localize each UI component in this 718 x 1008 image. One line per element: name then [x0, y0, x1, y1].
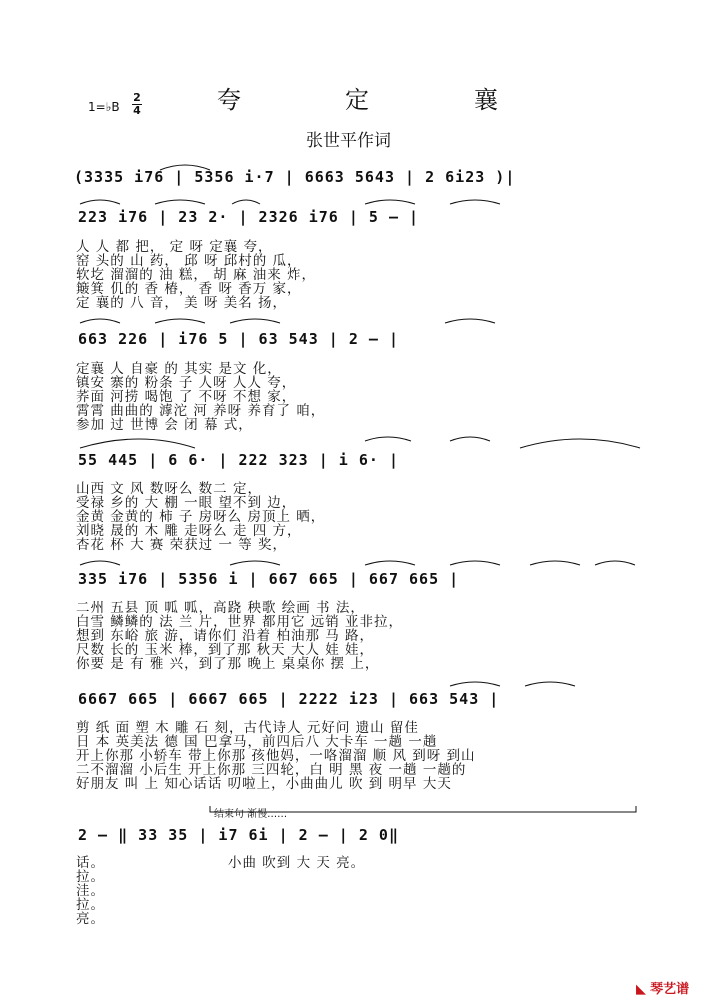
site-logo [636, 978, 689, 997]
logo-mark-icon: ◣ [636, 982, 646, 997]
lyric-line: 荞面 河捞 喝饱 了 不呀 不想 家， [76, 389, 297, 405]
notation-line-final: 2 — ‖ 33 35 | i7 6i | 2 — | 2 0‖ [78, 826, 399, 844]
lyric-line: 想到 东峪 旅 游，请你们 沿着 柏油那 马 路， [76, 628, 375, 644]
slur-12 [365, 437, 411, 441]
author-credit: 张世平作词 [306, 131, 391, 151]
lyric-line: 杏花 杯 大 赛 荣获过 一 等 奖， [76, 537, 288, 553]
notation-line-5: 6667 665 | 6667 665 | 2222 i23 | 663 543 | [78, 690, 500, 708]
slur-2 [80, 200, 120, 204]
lyric-line: 好朋友 叫 上 知心话话 叨啦上，小曲曲儿 吹 到 明早 大天 [76, 776, 452, 792]
lyric-line: 软圪 溜溜的 油 糕， 胡 麻 油来 炸， [76, 267, 317, 283]
lyric-line: 拉。 [76, 869, 105, 885]
lyric-line: 剪 纸 面 塑 木 雕 石 刻，古代诗人 元好问 遗山 留佳 [76, 720, 419, 736]
lyric-line: 山西 文 风 数呀么 数二 定， [76, 481, 262, 497]
title-char-1: 夸 [217, 86, 241, 114]
lyric-line: 窑 头的 山 药， 邱 呀 邱村的 瓜， [76, 253, 302, 269]
notation-line-intro: (3335 i76 | 5356 i·7 | 6663 5643 | 2 6i23 )| [74, 168, 516, 186]
logo-text: 琴艺谱 [650, 982, 690, 997]
ending-marker: 结束句 渐慢…… [214, 809, 288, 820]
lyric-block-1 [76, 240, 316, 310]
slur-9 [230, 319, 280, 323]
time-top: 2 [133, 91, 141, 104]
notation-line-4: 335 i76 | 5356 i | 667 665 | 667 665 | [78, 570, 460, 588]
lyric-line: 拉。 [76, 897, 105, 913]
lyric-line: 霄霄 曲曲的 滹沱 河 养呀 养育了 咱， [76, 403, 326, 419]
lyric-line: 定 襄的 八 音， 美 呀 美名 扬， [76, 295, 288, 311]
slur-10 [445, 319, 495, 323]
lyric-line: 定襄 人 自豪 的 其实 是文 化， [76, 361, 282, 377]
time-bottom: 4 [133, 104, 141, 117]
lyric-line: 日 本 英美法 德 国 巴拿马，前四后八 大卡车 一趟 一趟 [76, 734, 438, 750]
final-lyrics-left [76, 856, 105, 926]
final-lyrics-right: 小曲 吹到 大 天 亮。 [228, 855, 366, 871]
lyric-line: 洼。 [76, 883, 105, 899]
lyric-line: 尺数 长的 玉米 棒，到了那 秋天 大人 娃 娃， [76, 642, 375, 658]
lyric-line: 人 人 都 把， 定 呀 定襄 夸， [76, 239, 273, 255]
slur-8 [155, 319, 205, 323]
lyric-line: 参加 过 世博 会 闭 幕 式， [76, 417, 253, 433]
slur-6 [450, 200, 500, 204]
slur-3 [155, 200, 205, 204]
lyric-line: 你要 是 有 雅 兴，到了那 晚上 桌桌你 摆 上， [76, 656, 380, 672]
lyric-line: 白雪 鳞鳞的 法 兰 片，世界 都用它 远销 亚非拉， [76, 614, 404, 630]
lyric-block-4 [76, 601, 403, 671]
slur-17 [365, 561, 415, 565]
notation-line-3: 55 445 | 6 6· | 222 323 | i 6· | [78, 451, 399, 469]
lyric-block-3 [76, 482, 325, 552]
lyric-block-5 [76, 721, 476, 791]
lyric-line: 二不溜溜 小后生 开上你那 三四轮，白 明 黑 夜 一趟 一趟的 [76, 762, 467, 778]
slur-7 [80, 319, 120, 323]
title-char-2: 定 [345, 86, 369, 114]
slur-19 [530, 561, 580, 565]
slur-5 [365, 200, 415, 204]
slur-14 [520, 439, 640, 448]
lyric-line: 簸箕 仉的 香 椿， 香 呀 香万 家， [76, 281, 302, 297]
slur-20 [595, 561, 635, 565]
lyric-line: 亮。 [76, 911, 105, 927]
lyric-block-2 [76, 362, 325, 432]
slur-22 [525, 682, 575, 686]
lyric-line: 受禄 乡的 大 棚 一眼 望不到 边， [76, 495, 297, 511]
lyric-line: 二州 五县 顶 呱 呱，高跷 秧歌 绘画 书 法， [76, 600, 365, 616]
notation-line-1: 223 i76 | 23 2· | 2326 i76 | 5 — | [78, 208, 420, 226]
slur-4 [232, 200, 260, 204]
title-char-3: 襄 [474, 86, 498, 114]
lyric-line: 金黄 金黄的 柿 子 房呀么 房顶上 晒， [76, 509, 326, 525]
lyric-line: 刘晓 晟的 木 雕 走呀么 走 四 方， [76, 523, 302, 539]
lyric-line: 话。 [76, 855, 105, 871]
slur-18 [450, 561, 500, 565]
slur-16 [230, 561, 280, 565]
slur-11 [80, 439, 195, 448]
key-text: 1=♭B [88, 100, 120, 114]
slur-21 [450, 682, 500, 686]
lyric-line: 开上你那 小轿车 带上你那 孩他妈，一咯溜溜 顺 风 到呀 到山 [76, 748, 476, 764]
lyric-line: 镇安 寨的 粉条 子 人呀 人人 夸， [76, 375, 297, 391]
slur-13 [450, 437, 490, 441]
slur-15 [80, 561, 120, 565]
notation-line-2: 663 226 | i76 5 | 63 543 | 2 — | [78, 330, 399, 348]
